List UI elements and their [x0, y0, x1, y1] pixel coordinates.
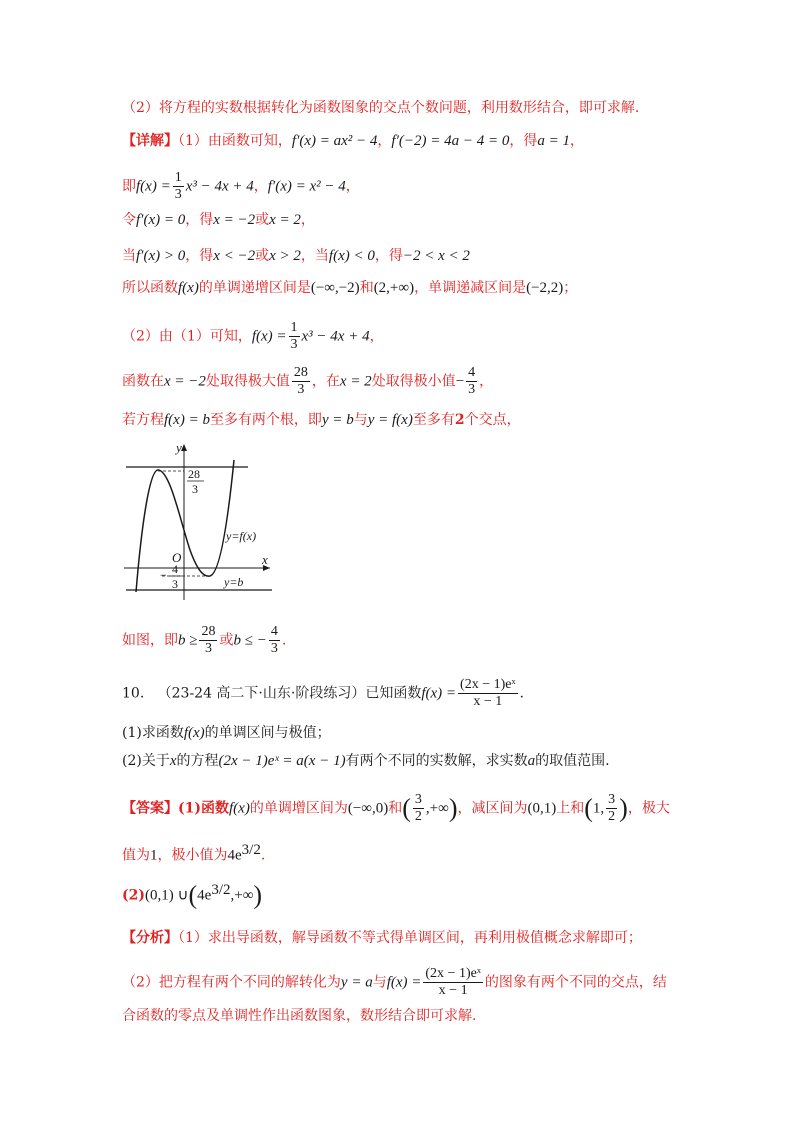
- text: 即: [122, 178, 136, 195]
- math-expr: f(x) =: [136, 178, 171, 195]
- analysis-line-c: [122, 1006, 740, 1026]
- fraction: [269, 624, 280, 657]
- paren: ): [619, 793, 628, 823]
- fraction: [423, 966, 482, 999]
- text: ，得: [185, 212, 214, 228]
- curve-label: y=f(x): [226, 529, 257, 543]
- text: 处取得极大值: [205, 373, 290, 390]
- frac-num: 1: [290, 320, 298, 335]
- origin-label: O: [172, 550, 182, 565]
- math-expr: f(x): [229, 800, 250, 817]
- detail-line-6: [122, 320, 740, 353]
- text: (1)函数: [178, 800, 229, 817]
- math-expr: x = −2: [164, 373, 206, 390]
- fraction: [289, 320, 300, 353]
- text: ，单调递减区间是: [414, 280, 527, 296]
- frac-num: 3: [414, 792, 422, 807]
- text: 有两个不同的实数解，求实数: [345, 753, 528, 769]
- text: （2）把方程有两个不同的解转化为: [122, 974, 341, 991]
- math-expr: a: [527, 753, 536, 769]
- text: ，: [377, 133, 392, 149]
- frac-den: 3: [204, 641, 212, 656]
- max-den-label: 3: [192, 482, 198, 496]
- text: 当: [122, 248, 136, 264]
- min-den-label: 3: [172, 577, 178, 591]
- frac-den: 3: [290, 337, 298, 352]
- line-label: y=b: [224, 575, 244, 589]
- text: 的单调增区间为: [249, 800, 348, 817]
- fraction: [199, 624, 217, 657]
- math-expr: (0,1) ∪: [145, 887, 189, 904]
- text: 所以函数: [122, 280, 178, 296]
- math-expr: x: [169, 753, 177, 769]
- math-expr: x = 2: [339, 373, 372, 390]
- fraction: [466, 365, 477, 398]
- math-expr: y = a: [340, 974, 373, 991]
- math-expr: b ≥: [178, 632, 198, 649]
- text: 合函数的零点及单调性作出函数图象，数形结合即可求解.: [122, 1008, 477, 1024]
- frac-num: 4: [468, 365, 476, 380]
- text: （1）求出导函数，解导函数不等式得单调区间，再利用极值概念求解即可；: [178, 930, 642, 946]
- text: .: [519, 685, 524, 702]
- analysis-line-a: [122, 928, 740, 948]
- math-expr: (−2,2): [526, 280, 564, 296]
- math-expr: f(x) < 0: [328, 248, 375, 264]
- text: 值为: [122, 847, 150, 864]
- text: .: [260, 847, 266, 864]
- text: 与: [372, 974, 387, 991]
- paren: (: [584, 793, 593, 823]
- analysis-line-b: [122, 966, 740, 999]
- math-expr: −2 < x < 2: [402, 248, 470, 264]
- frac-num: (2x − 1)eˣ: [460, 677, 516, 692]
- paren: (: [402, 793, 411, 823]
- math-expr: f′(x) = 0: [136, 212, 186, 228]
- math-expr: 1,: [592, 800, 605, 817]
- text: 处取得极小值: [371, 373, 456, 390]
- paren: ): [253, 880, 263, 910]
- detail-line-5: [122, 278, 740, 298]
- math-expr: y = f(x): [367, 412, 413, 428]
- question-10-part1: [122, 723, 740, 743]
- text: ，得: [509, 133, 538, 149]
- math-expr: 4e: [197, 887, 212, 904]
- math-expr: f(x): [178, 280, 199, 296]
- text: ，得: [185, 248, 214, 264]
- math-expr: x = 2: [269, 212, 301, 228]
- frac-den: 3: [270, 641, 278, 656]
- text: 的单调递增区间是: [198, 280, 311, 296]
- math-expr: f′(x) = ax² − 4: [291, 133, 378, 149]
- text: ，: [253, 178, 268, 195]
- frac-den: x − 1: [438, 983, 468, 998]
- math-expr: y = b: [321, 412, 354, 428]
- math-expr: (0,1): [527, 800, 557, 817]
- text: 个交点，: [464, 412, 521, 428]
- text: 2: [454, 412, 465, 428]
- text: 的方程: [176, 753, 219, 769]
- text: (2)关于: [122, 753, 170, 769]
- answer-line-3: [122, 880, 740, 910]
- answer-line-2: [122, 840, 740, 866]
- math-expr: 4e: [227, 847, 242, 864]
- fraction: [606, 792, 617, 825]
- math-expr: b ≤ −: [233, 632, 267, 649]
- analysis-line-1: [122, 98, 740, 118]
- detail-line-2: [122, 170, 740, 203]
- frac-num: 28: [293, 365, 308, 380]
- answer-tag: 【答案】: [122, 800, 178, 817]
- frac-num: (2x − 1)eˣ: [425, 966, 481, 981]
- text: 与: [353, 412, 368, 428]
- text: 上和: [556, 800, 585, 817]
- exponent: 3/2: [211, 882, 231, 898]
- frac-den: 3: [468, 382, 476, 397]
- text: (1)求函数: [122, 725, 184, 741]
- analysis-tag: 【分析】: [122, 930, 178, 946]
- math-expr: x = −2: [213, 212, 256, 228]
- frac-den: 3: [174, 187, 182, 202]
- text: ，得: [374, 248, 403, 264]
- min-num-label: 4: [172, 562, 178, 576]
- detail-line-1: [122, 131, 740, 151]
- text: 函数在: [122, 373, 164, 390]
- analysis-text: （2）将方程的实数根据转化为函数图象的交点个数问题，利用数形结合，即可求解.: [122, 100, 640, 116]
- detail-line-7: [122, 365, 740, 398]
- text: ，极大: [627, 800, 670, 817]
- text: ，: [369, 328, 384, 345]
- math-expr: (2,+∞): [373, 280, 415, 296]
- text: .: [281, 632, 287, 649]
- frac-num: 4: [270, 624, 278, 639]
- text: 如图，即: [122, 632, 178, 649]
- detail-line-3: [122, 210, 740, 230]
- math-expr: x³ − 4x + 4: [301, 328, 370, 345]
- text: 或: [255, 212, 270, 228]
- question-number: 10.: [122, 685, 145, 702]
- math-expr: x³ − 4x + 4: [185, 178, 254, 195]
- frac-num: 3: [608, 792, 616, 807]
- text: 的单调区间与极值；: [204, 725, 331, 741]
- exponent: 3/2: [241, 842, 261, 858]
- fraction: [458, 677, 517, 710]
- cubic-curve: [136, 460, 234, 592]
- text: 至多有两个根，即: [209, 412, 322, 428]
- math-expr: x < −2: [213, 248, 256, 264]
- frac-num: 28: [201, 624, 216, 639]
- text: （1）由函数可知，: [178, 133, 292, 149]
- math-expr: f(x): [183, 725, 205, 741]
- text: ，在: [311, 373, 340, 390]
- detail-line-4: [122, 246, 740, 266]
- math-expr: f′(x) = x² − 4: [267, 178, 346, 195]
- math-expr: 1: [150, 847, 158, 864]
- y-label: y: [176, 440, 182, 455]
- text: 或: [255, 248, 270, 264]
- x-label: x: [262, 552, 268, 567]
- question-10-part2: [122, 751, 740, 771]
- text: 的图象有两个不同的交点，结: [484, 974, 667, 991]
- text: ，: [345, 178, 360, 195]
- text: ，: [300, 212, 315, 228]
- fraction: [173, 170, 184, 203]
- math-expr: ,+∞: [230, 887, 254, 904]
- frac-den: 2: [608, 809, 616, 824]
- text: 和: [359, 280, 374, 296]
- text: ，减区间为: [457, 800, 528, 817]
- math-expr: f(x) =: [421, 685, 457, 702]
- math-expr: a = 1: [537, 133, 570, 149]
- max-num-label: 28: [188, 467, 200, 481]
- function-graph: [122, 440, 282, 605]
- detail-line-8: [122, 410, 740, 430]
- y-arrow-icon: [181, 444, 187, 451]
- math-expr: −: [455, 373, 465, 390]
- text: 令: [122, 212, 136, 228]
- detail-tag: 【详解】: [122, 133, 178, 149]
- math-expr: (−∞,0): [347, 800, 389, 817]
- math-expr: f(x) =: [386, 974, 422, 991]
- text: 若方程: [122, 412, 164, 428]
- frac-den: 3: [297, 382, 305, 397]
- min-neg-label: −: [160, 568, 167, 582]
- frac-num: 1: [174, 170, 182, 185]
- math-expr: f(x) = b: [164, 412, 210, 428]
- text: （2）由（1）可知，: [122, 328, 252, 345]
- frac-den: x − 1: [473, 694, 503, 709]
- math-expr: f(x) =: [251, 328, 287, 345]
- answer-line-1: [122, 792, 740, 825]
- detail-conclusion: [122, 624, 740, 657]
- text: (2): [122, 887, 145, 904]
- math-expr: ,+∞: [425, 800, 449, 817]
- math-expr: (−∞,−2): [310, 280, 360, 296]
- math-expr: f′(x) > 0: [136, 248, 186, 264]
- math-expr: f′(−2) = 4a − 4 = 0: [391, 133, 510, 149]
- text: 和: [388, 800, 403, 817]
- paren: ): [448, 793, 458, 823]
- question-10-title: [122, 677, 740, 710]
- text: 至多有: [412, 412, 455, 428]
- text: ；: [563, 280, 578, 296]
- math-expr: (2x − 1)eˣ = a(x − 1): [218, 753, 346, 769]
- paren: (: [188, 880, 198, 910]
- text: ，当: [300, 248, 329, 264]
- text: 或: [219, 632, 234, 649]
- fraction: [292, 365, 310, 398]
- text: 的取值范围.: [535, 753, 610, 769]
- text: ，极小值为: [157, 847, 228, 864]
- question-source: （23-24 高二下·山东·阶段练习）已知函数: [157, 685, 422, 702]
- fraction: [413, 792, 424, 825]
- text: ，: [479, 373, 494, 390]
- frac-den: 2: [414, 809, 422, 824]
- math-expr: x > 2: [269, 248, 301, 264]
- text: ，: [569, 133, 584, 149]
